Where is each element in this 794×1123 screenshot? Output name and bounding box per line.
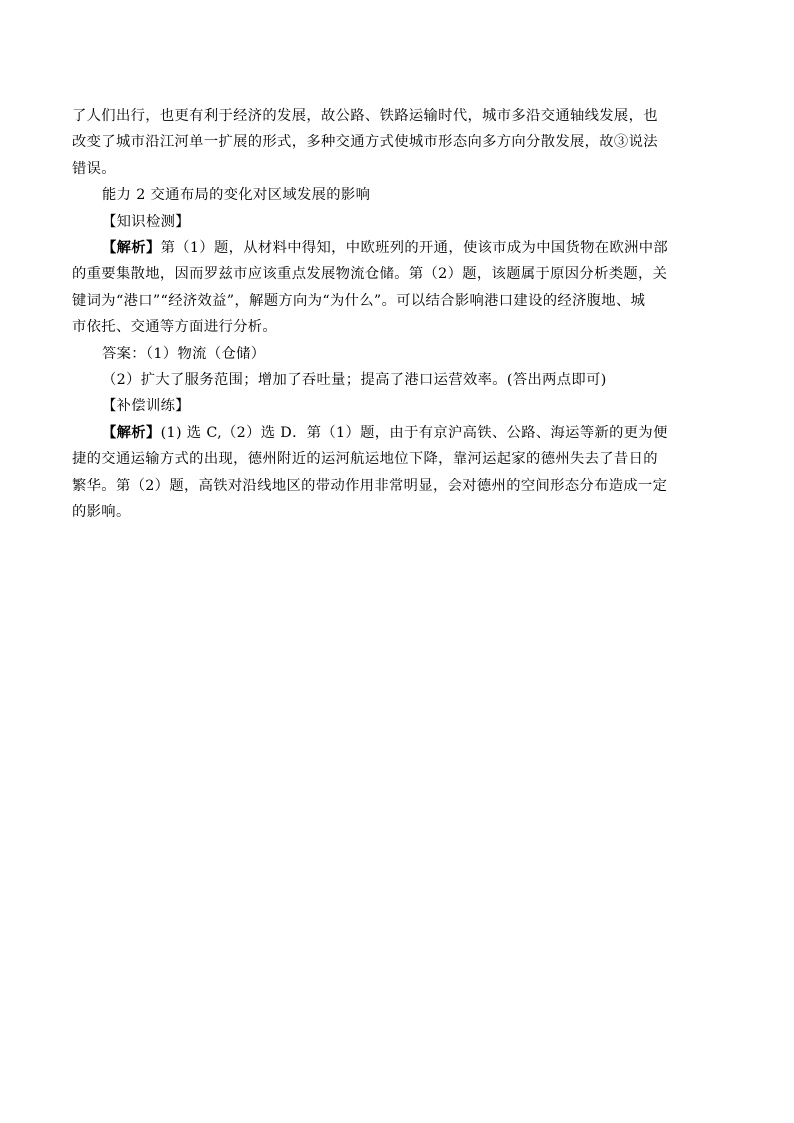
analysis-line — [72, 235, 722, 261]
knowledge-check-analysis — [72, 235, 722, 341]
analysis-line: 的影响。 — [72, 504, 131, 521]
intro-line: 了人们出行，也更有利于经济的发展，故公路、铁路运输时代，城市多沿交通轴线发展，也 — [72, 108, 658, 124]
analysis-line: 繁华。第（2）题，高铁对沿线地区的带动作用非常明显，会对德州的空间形态分布造成一定 — [72, 477, 668, 494]
analysis-line: 捷的交通运输方式的出现，德州附近的运河航运地位下降，靠河运起家的德州失去了昔日的 — [72, 451, 658, 468]
analysis-text: 第（1）题，从材料中得知，中欧班列的开通，使该市成为中国货物在欧洲中部 — [160, 240, 669, 257]
intro-paragraph — [72, 103, 722, 182]
knowledge-check-heading: 【知识检测】 — [102, 213, 190, 230]
analysis-label: 【解析】 — [102, 424, 161, 441]
intro-line: 错误。 — [72, 160, 116, 177]
compensation-analysis — [72, 420, 722, 526]
analysis-line — [72, 420, 722, 446]
analysis-label: 【解析】 — [102, 240, 161, 257]
answer-line-1: 答案：（1）物流（仓储） — [102, 345, 266, 362]
document-body — [72, 103, 722, 526]
analysis-text: (1) 选 C,（2）选 D．第（1）题，由于有京沪高铁、公路、海运等新的更为便 — [160, 424, 668, 441]
section-heading: 能力 2 交通布局的变化对区域发展的影响 — [102, 187, 371, 204]
intro-line: 改变了城市沿江河单一扩展的形式，多种交通方式使城市形态向多方向分散发展，故③说法 — [72, 134, 658, 151]
answer-line-2: （2）扩大了服务范围；增加了吞吐量；提高了港口运营效率。(答出两点即可) — [102, 372, 607, 389]
compensation-heading: 【补偿训练】 — [102, 398, 190, 415]
analysis-line: 的重要集散地，因而罗兹市应该重点发展物流仓储。第（2）题，该题属于原因分析类题，关 — [72, 266, 668, 283]
analysis-line: 市依托、交通等方面进行分析。 — [72, 319, 278, 336]
analysis-line: 键词为“港口”“经济效益”，解题方向为“为什么”。可以结合影响港口建设的经济腹地、城 — [72, 292, 646, 309]
